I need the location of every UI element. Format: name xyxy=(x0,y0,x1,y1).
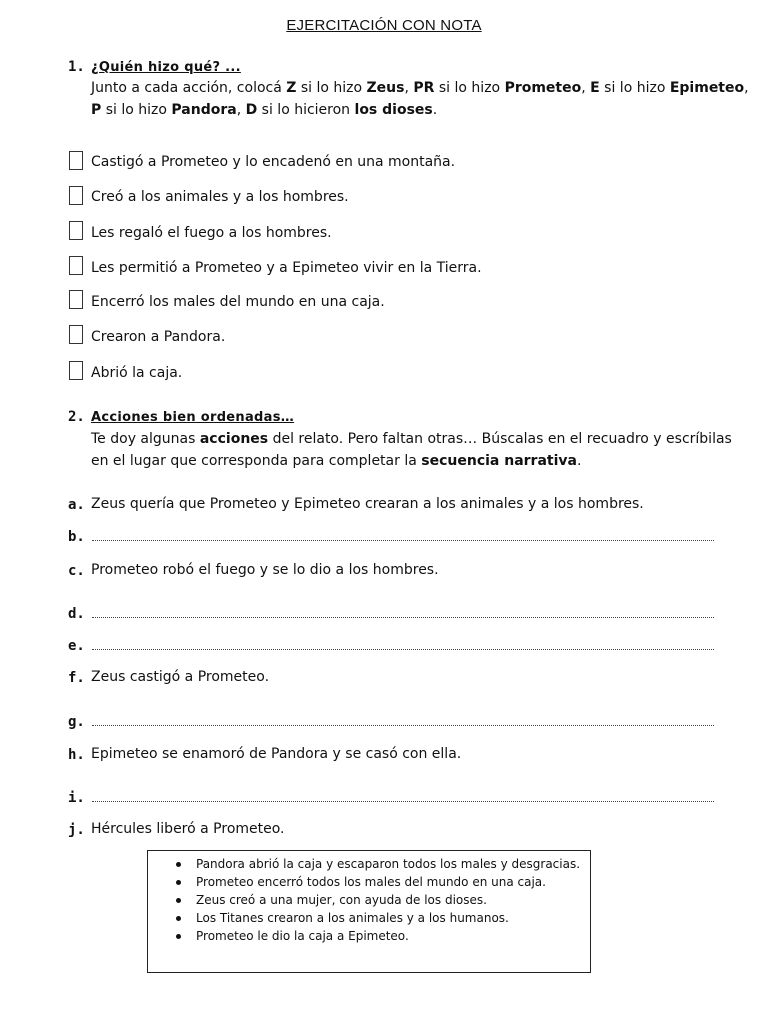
line-label-a: a. xyxy=(68,497,85,513)
action-item-1: Castigó a Prometeo y lo encadenó en una montaña. xyxy=(91,154,456,170)
sequence-line-j: Hércules liberó a Prometeo. xyxy=(91,821,285,837)
option-item-5: Prometeo le dio la caja a Epimeteo. xyxy=(148,927,590,945)
sequence-line-c: Prometeo robó el fuego y se lo dio a los hombres. xyxy=(91,562,439,578)
line-label-e: e. xyxy=(68,638,85,654)
line-label-f: f. xyxy=(68,670,85,686)
section-2-number: 2. xyxy=(68,409,85,425)
answer-line-g[interactable] xyxy=(92,725,714,726)
line-label-i: i. xyxy=(68,790,85,806)
section-1-instruction-line-1: Junto a cada acción, colocá Z si lo hizo Zeus, PR si lo hizo Prometeo, E si lo hizo Epimeteo, xyxy=(91,80,749,96)
line-label-h: h. xyxy=(68,747,85,763)
line-label-b: b. xyxy=(68,529,85,545)
options-list xyxy=(148,851,590,945)
checkbox-7[interactable] xyxy=(69,361,83,380)
section-2-heading: Acciones bien ordenadas… xyxy=(91,410,295,425)
section-1-number: 1. xyxy=(68,59,85,75)
options-box xyxy=(147,850,591,973)
answer-line-d[interactable] xyxy=(92,617,714,618)
checkbox-1[interactable] xyxy=(69,151,83,170)
section-1-instruction-line-2: P si lo hizo Pandora, D si lo hicieron los dioses. xyxy=(91,102,438,118)
line-label-d: d. xyxy=(68,606,85,622)
action-item-7: Abrió la caja. xyxy=(91,365,183,381)
answer-line-b[interactable] xyxy=(92,540,714,541)
sequence-line-f: Zeus castigó a Prometeo. xyxy=(91,669,270,685)
action-item-2: Creó a los animales y a los hombres. xyxy=(91,189,349,205)
answer-line-e[interactable] xyxy=(92,649,714,650)
action-item-6: Crearon a Pandora. xyxy=(91,329,226,345)
action-item-5: Encerró los males del mundo en una caja. xyxy=(91,294,385,310)
checkbox-3[interactable] xyxy=(69,221,83,240)
action-item-4: Les permitió a Prometeo y a Epimeteo vivir en la Tierra. xyxy=(91,260,482,276)
line-label-g: g. xyxy=(68,714,85,730)
page-title: EJERCITACIÓN CON NOTA xyxy=(286,17,482,34)
checkbox-6[interactable] xyxy=(69,325,83,344)
line-label-j: j. xyxy=(68,822,85,838)
option-item-2: Prometeo encerró todos los males del mundo en una caja. xyxy=(148,873,590,891)
checkbox-4[interactable] xyxy=(69,256,83,275)
option-item-1: Pandora abrió la caja y escaparon todos los males y desgracias. xyxy=(148,855,590,873)
sequence-line-a: Zeus quería que Prometeo y Epimeteo crearan a los animales y a los hombres. xyxy=(91,496,644,512)
section-2-instruction-line-1: Te doy algunas acciones del relato. Pero faltan otras… Búscalas en el recuadro y escríbilas xyxy=(91,431,732,447)
checkbox-2[interactable] xyxy=(69,186,83,205)
option-item-4: Los Titanes crearon a los animales y a los humanos. xyxy=(148,909,590,927)
checkbox-5[interactable] xyxy=(69,290,83,309)
section-1-heading: ¿Quién hizo qué? ... xyxy=(91,60,241,75)
sequence-line-h: Epimeteo se enamoró de Pandora y se casó con ella. xyxy=(91,746,462,762)
action-item-3: Les regaló el fuego a los hombres. xyxy=(91,225,332,241)
answer-line-i[interactable] xyxy=(92,801,714,802)
section-2-instruction-line-2: en el lugar que corresponda para completar la secuencia narrativa. xyxy=(91,453,582,469)
line-label-c: c. xyxy=(68,563,85,579)
option-item-3: Zeus creó a una mujer, con ayuda de los dioses. xyxy=(148,891,590,909)
